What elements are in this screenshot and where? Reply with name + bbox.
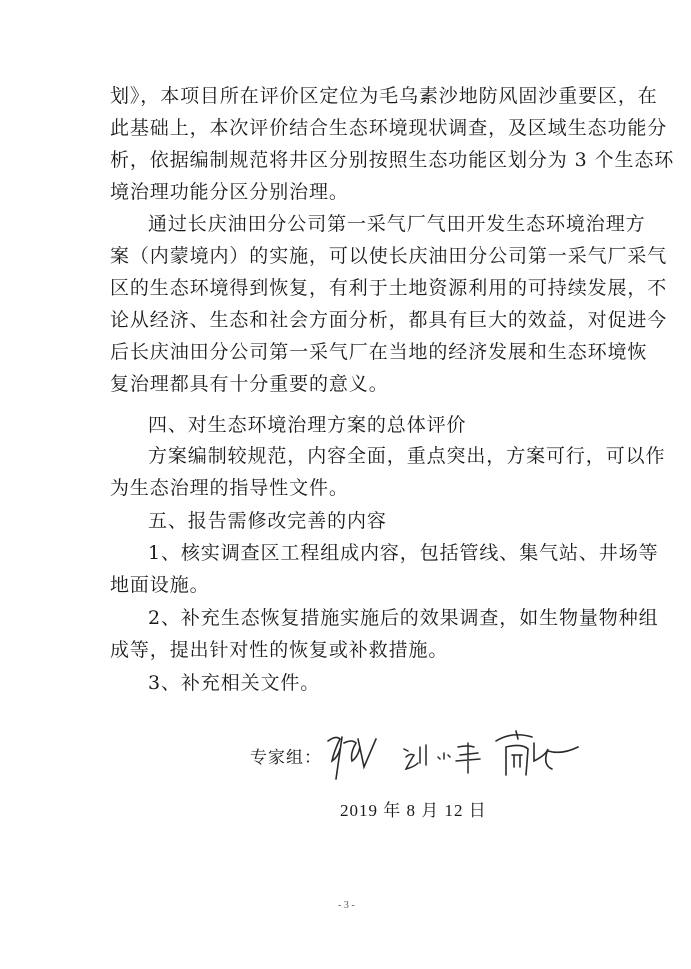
list-item-line: 地面设施。 xyxy=(110,574,210,596)
signature-3 xyxy=(492,725,582,785)
paragraph-line: 通过长庆油田分公司第一采气厂气田开发生态环境治理方 xyxy=(148,213,646,235)
expert-group-label: 专家组： xyxy=(250,747,322,768)
page-number: - 3 - xyxy=(338,900,355,911)
paragraph-line: 区的生态环境得到恢复，有利于土地资源利用的可持续发展，不 xyxy=(110,277,668,299)
signature-1 xyxy=(322,727,392,783)
list-item-line: 成等，提出针对性的恢复或补救措施。 xyxy=(110,639,449,661)
paragraph-line: 境治理功能分区分别治理。 xyxy=(110,181,349,203)
signature-2 xyxy=(398,733,488,777)
paragraph-line: 后长庆油田分公司第一采气厂在当地的经济发展和生态环境恢 xyxy=(110,341,648,363)
paragraph-line: 方案编制较规范，内容全面，重点突出，方案可行，可以作 xyxy=(148,445,666,467)
paragraph-line: 论从经济、生态和社会方面分析，都具有巨大的效益，对促进今 xyxy=(110,309,668,331)
paragraph-line: 复治理都具有十分重要的意义。 xyxy=(110,373,389,395)
list-item-line: 3、补充相关文件。 xyxy=(148,672,321,694)
paragraph-line: 为生态治理的指导性文件。 xyxy=(110,477,349,499)
paragraph-line: 案（内蒙境内）的实施，可以使长庆油田分公司第一采气厂采气 xyxy=(110,245,668,267)
list-item-line: 2、补充生态恢复措施实施后的效果调查，如生物量物种组 xyxy=(148,607,659,629)
paragraph-line: 此基础上，本次评价结合生态环境现状调查，及区域生态功能分 xyxy=(110,117,668,139)
list-item-line: 1、核实调查区工程组成内容，包括管线、集气站、井场等 xyxy=(148,542,659,564)
paragraph-line: 划》，本项目所在评价区定位为毛乌素沙地防风固沙重要区，在 xyxy=(110,85,658,107)
paragraph-line: 析，依据编制规范将井区分别按照生态功能区划分为 3 个生态环 xyxy=(110,149,675,171)
signature-row xyxy=(250,730,582,780)
section-heading: 四、对生态环境治理方案的总体评价 xyxy=(148,414,467,436)
document-date: 2019 年 8 月 12 日 xyxy=(340,801,487,820)
section-heading: 五、报告需修改完善的内容 xyxy=(148,510,387,532)
